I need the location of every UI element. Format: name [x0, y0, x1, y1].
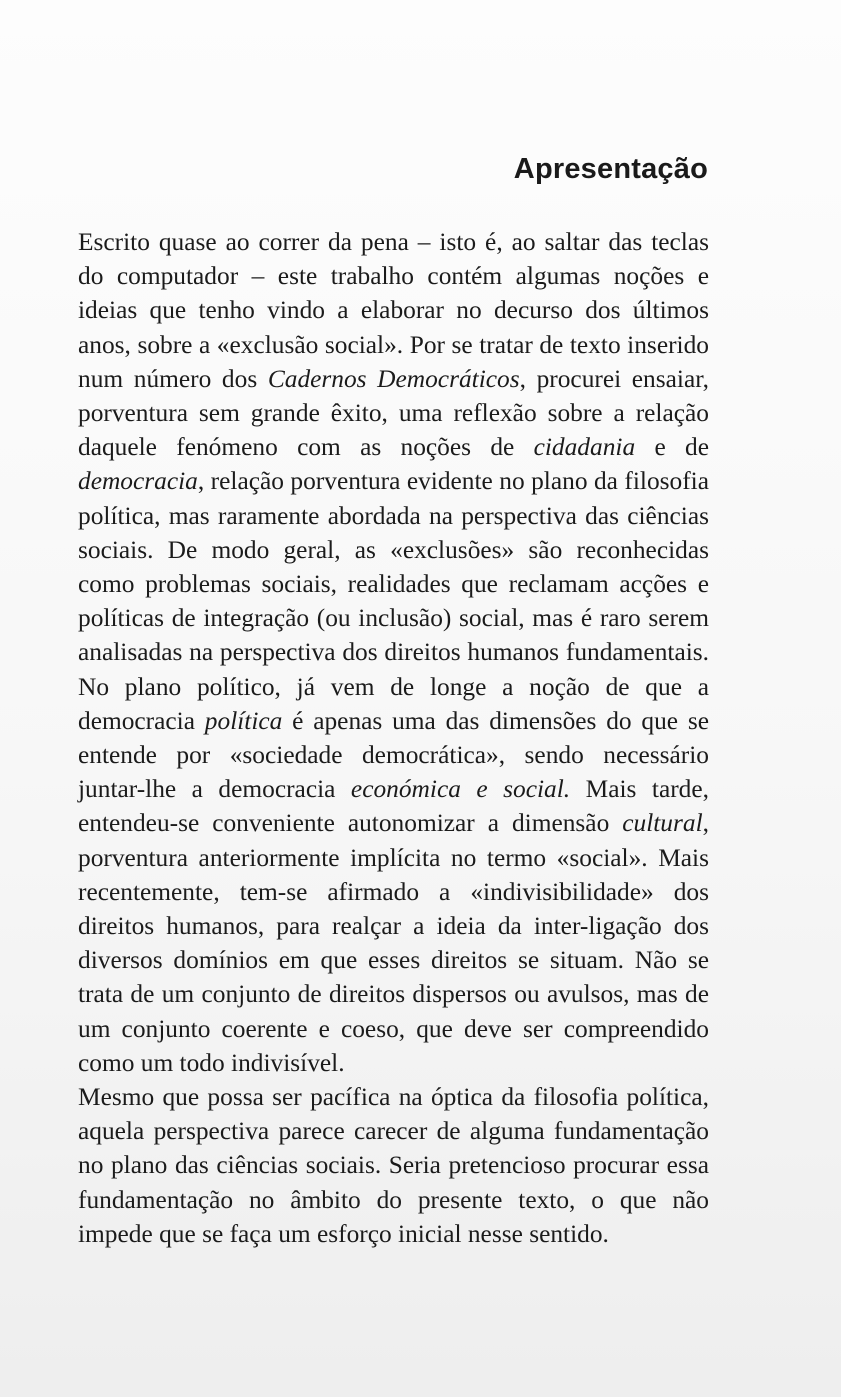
paragraph-1 — [78, 225, 709, 1080]
italic-term-economica-social: económica e social. — [350, 775, 571, 804]
text-run: , relação porventura evidente no plano da filosofia política, mas raramente abordada na perspectiva das ciências sociais. De modo geral, as «exclusões» são reconhecidas como problemas sociais, realidades que reclamam acções e políticas de integração (ou inclusão) social, mas é raro serem analisadas na perspectiva dos direitos humanos fundamentais. No plano político, já vem de longe a noção de que a democracia — [78, 467, 709, 735]
text-run: Mais tarde, entendeu-se conveniente autonomizar a dimensão — [78, 775, 709, 838]
text-run: Mesmo que possa ser pacífica na óptica da filosofia política, aquela perspectiva parece carecer de alguma fundamentação no plano das ciências sociais. Seria pretencioso procurar essa fundamentação no âmbito do presente texto, o que não impede que se faça um esforço inicial nesse sentido. — [78, 1083, 709, 1248]
text-run: é apenas uma das dimensões do que se entende por «sociedade democrática», sendo necessário juntar-lhe a democracia — [78, 706, 709, 804]
text-run: , porventura anteriormente implícita no termo «social». Mais recentemente, tem-se afirmado a «indivisibilidade» dos direitos humanos, para realçar a ideia da inter-ligação dos diversos domínios em que esses direitos se situam. Não se trata de um conjunto de direitos dispersos ou avulsos, mas de um conjunto coerente e coeso, que deve ser compreendido como um todo indivisível. — [78, 809, 709, 1077]
italic-term-cidadania: cidadania — [533, 433, 636, 462]
page-heading: Apresentação — [513, 153, 708, 185]
text-run: Escrito quase ao correr da pena – isto é, ao saltar das teclas do computador – este trabalho contém algumas noções e ideias que tenho vindo a elaborar no decurso dos últimos anos, sobre a «exclusão social». Por se tratar de texto inserido num número dos — [78, 228, 709, 393]
paragraph-2 — [78, 1080, 709, 1251]
italic-title-cadernos: Cadernos Democráticos — [267, 364, 520, 393]
italic-term-cultural: cultural — [622, 809, 703, 838]
text-run: e de — [635, 433, 709, 462]
body-text — [78, 225, 709, 1251]
italic-term-politica: política — [204, 706, 283, 735]
italic-term-democracia: democracia — [78, 467, 198, 496]
text-run: , procurei ensaiar, porventura sem grande êxito, uma reflexão sobre a relação daquele fenómeno com as noções de — [78, 364, 710, 462]
